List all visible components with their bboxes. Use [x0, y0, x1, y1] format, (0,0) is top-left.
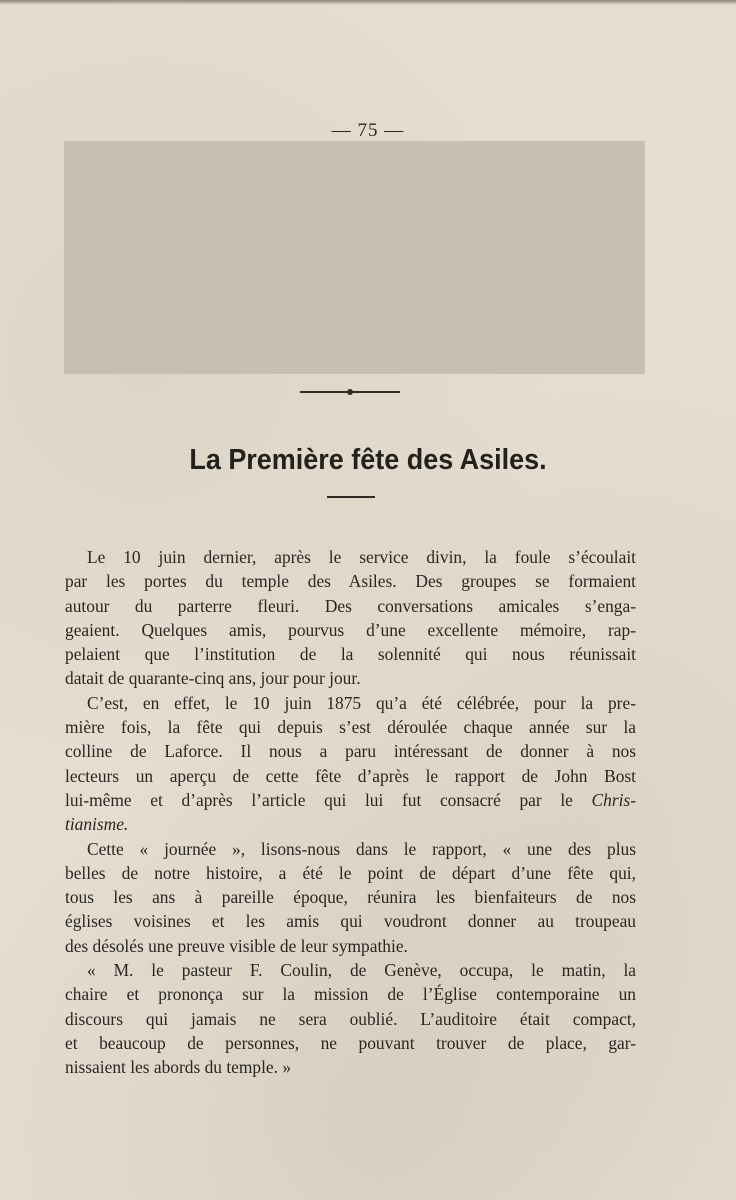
text-line-part: lui-même et d’après l’article qui lui fut consacré par le [65, 789, 573, 810]
text-line: par les portes du temple des Asiles. Des groupes se formaient [65, 571, 636, 592]
text-line: belles de notre histoire, a été le point de départ d’une fête qui, [65, 862, 636, 883]
text-line: églises voisines et les amis qui voudront donner au troupeau [65, 911, 636, 932]
text-line: pelaient que l’institution de la solennité qui nous réunissait [65, 644, 636, 665]
chapter-title: La Première fête des Asiles. [189, 444, 547, 476]
text-line: datait de quarante-cinq ans, jour pour jour. [65, 668, 361, 689]
title-underline-rule [327, 496, 375, 498]
text-line: mière fois, la fête qui depuis s’est déroulée chaque année sur la [65, 717, 636, 738]
page-top-edge [0, 0, 736, 5]
ornament-divider [300, 387, 400, 397]
page-number: — 75 — [331, 120, 405, 141]
text-line: « M. le pasteur F. Coulin, de Genève, occupa, le matin, la [87, 960, 636, 981]
body-text [65, 545, 636, 1080]
redacted-block [64, 141, 645, 374]
text-line: geaient. Quelques amis, pourvus d’une excellente mémoire, rap- [65, 619, 636, 640]
text-line: des désolés une preuve visible de leur sympathie. [65, 935, 408, 956]
text-line: colline de Laforce. Il nous a paru intéressant de donner à nos [65, 741, 636, 762]
text-line: tianisme. [65, 814, 129, 835]
text-line: C’est, en effet, le 10 juin 1875 qu’a été célébrée, pour la pre- [87, 692, 636, 713]
text-line: lecteurs un aperçu de cette fête d’après le rapport de John Bost [65, 765, 636, 786]
text-line: discours qui jamais ne sera oublié. L’auditoire était compact, [65, 1008, 636, 1029]
text-line: nissaient les abords du temple. » [65, 1057, 292, 1078]
text-line: chaire et prononça sur la mission de l’Église contemporaine un [65, 984, 636, 1005]
ornament-dot [347, 389, 353, 395]
text-line: et beaucoup de personnes, ne pouvant trouver de place, gar- [65, 1032, 636, 1053]
italic-word: Chris- [591, 789, 636, 810]
text-line: Cette « journée », lisons-nous dans le rapport, « une des plus [87, 838, 636, 859]
text-line: tous les ans à pareille époque, réunira les bienfaiteurs de nos [65, 887, 636, 908]
text-line: Le 10 juin dernier, après le service divin, la foule s’écoulait [87, 547, 636, 567]
text-line: autour du parterre fleuri. Des conversations amicales s’enga- [65, 595, 636, 616]
text-line [65, 788, 636, 812]
